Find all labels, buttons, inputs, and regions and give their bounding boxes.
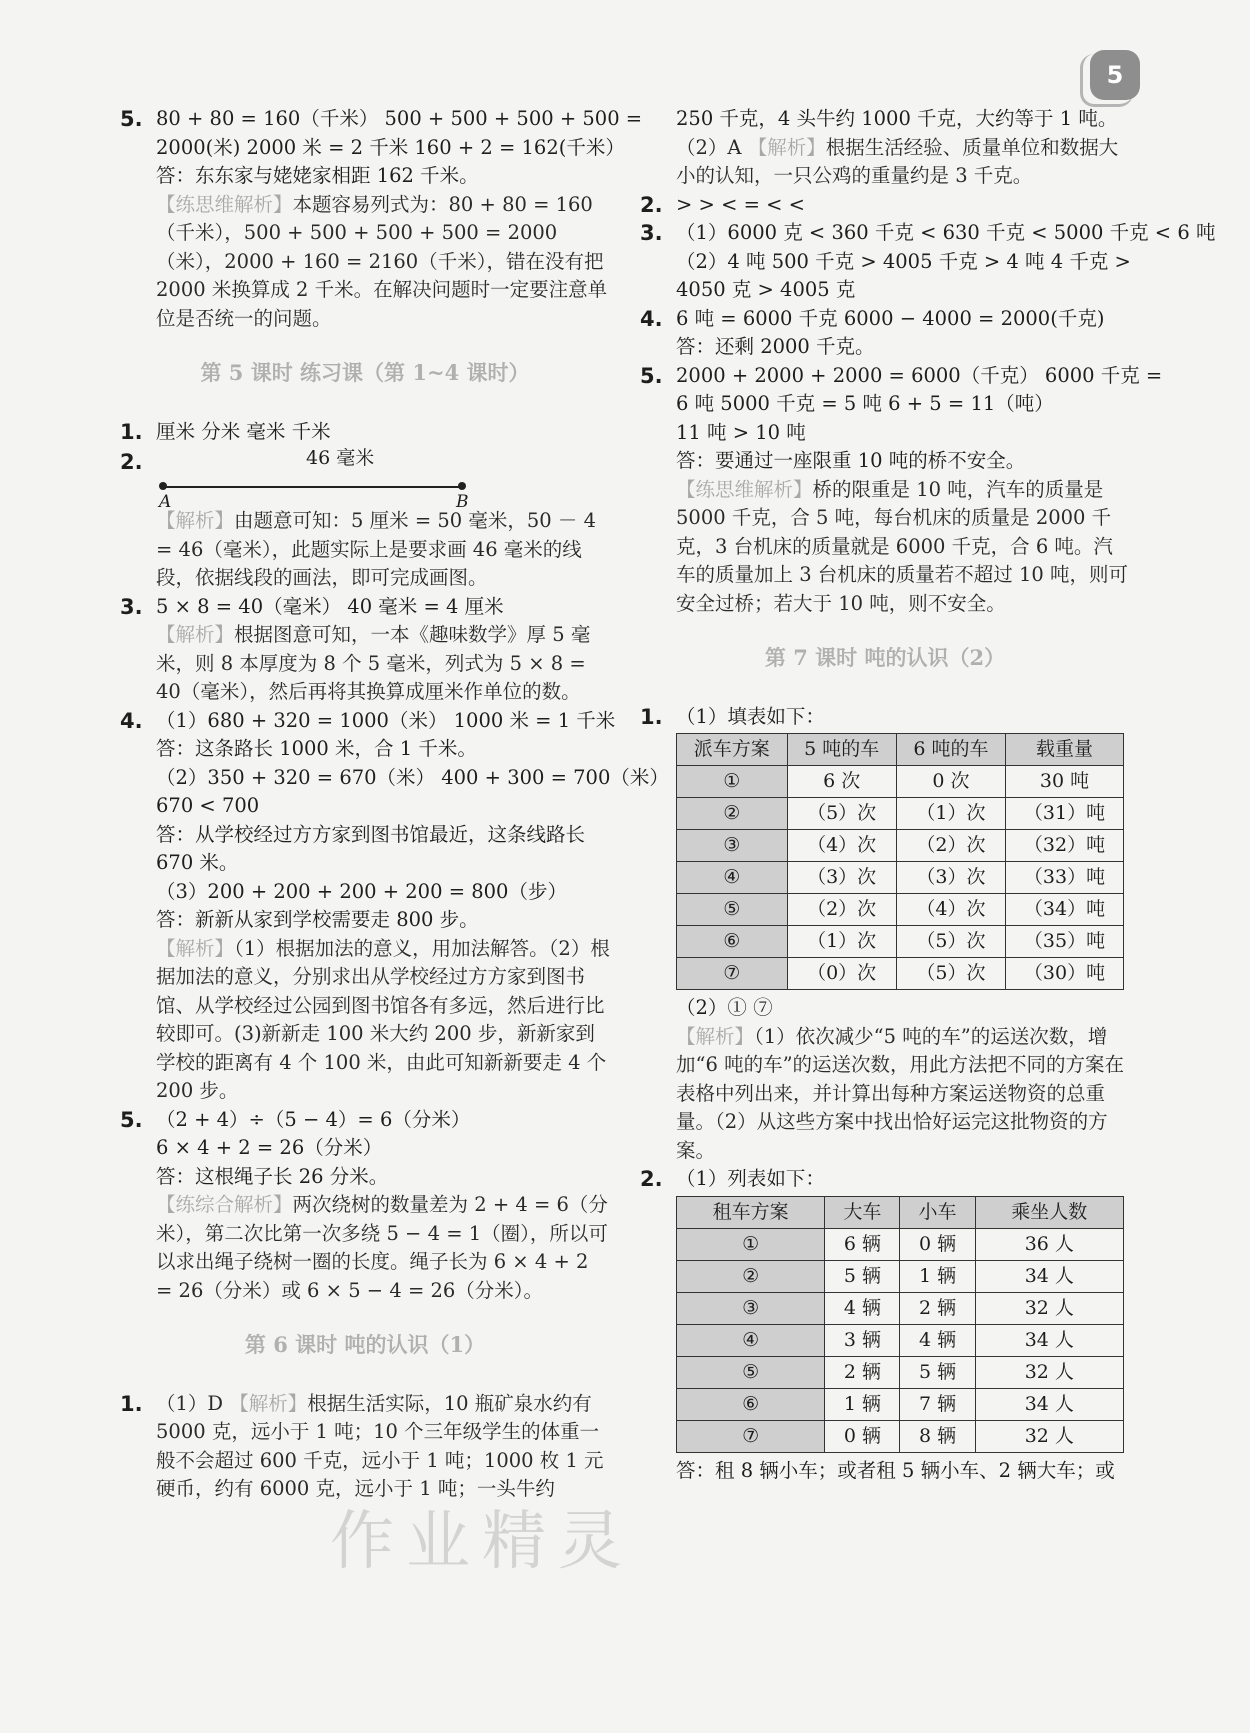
answer-line: 2000 + 2000 + 2000 = 6000（千克） 6000 千克 = bbox=[676, 363, 1163, 387]
question-4-routes bbox=[120, 707, 669, 1106]
table-row bbox=[677, 830, 1124, 862]
analysis-tag: 【解析】 bbox=[156, 623, 235, 646]
point-a-label: A bbox=[159, 492, 172, 512]
table-cell: （35）吨 bbox=[1006, 926, 1124, 958]
analysis-tag: 【练综合解析】 bbox=[156, 1193, 293, 1216]
question-number: 5. bbox=[120, 1107, 143, 1132]
table-header-cell: 租车方案 bbox=[677, 1196, 825, 1228]
analysis-block bbox=[676, 1023, 1130, 1166]
answer-line: > > < = < < bbox=[676, 192, 806, 216]
table-row bbox=[677, 958, 1124, 990]
table-cell: 1 辆 bbox=[900, 1260, 975, 1292]
question-number: 4. bbox=[640, 306, 663, 331]
analysis-block bbox=[156, 191, 610, 334]
analysis-text: （1）依次减少“5 吨的车”的运送次数，增加“6 吨的车”的运送次数，用此方法把不同的方案在表格中列出来，并计算出每种方案运送物资的总重量。（2）从这些方案中找出恰好运完这批物资的方案。 bbox=[676, 1024, 1125, 1162]
page-number-badge: 5 bbox=[1090, 50, 1140, 100]
analysis-tag: 【练思维解析】 bbox=[156, 192, 293, 216]
table-row bbox=[677, 1292, 1124, 1324]
analysis-block bbox=[156, 1191, 610, 1305]
table-cell: （3）次 bbox=[787, 862, 896, 894]
table-cell: （32）吨 bbox=[1006, 830, 1124, 862]
analysis-tag: 【解析】 bbox=[747, 135, 826, 159]
table-cell: 0 次 bbox=[896, 766, 1005, 798]
analysis-tag: 【解析】 bbox=[156, 509, 235, 532]
question-2-segment bbox=[120, 448, 610, 593]
table-row bbox=[677, 862, 1124, 894]
table-row bbox=[677, 766, 1124, 798]
table-row bbox=[677, 1356, 1124, 1388]
table-cell: 2 辆 bbox=[900, 1292, 975, 1324]
table-header-row bbox=[677, 1196, 1124, 1228]
answer-line: 4050 克 > 4005 克 bbox=[676, 278, 856, 301]
truck-plan-table bbox=[676, 733, 1124, 990]
table-cell: 3 辆 bbox=[825, 1324, 900, 1356]
table-cell: 36 人 bbox=[975, 1228, 1123, 1260]
table-cell: （5）次 bbox=[896, 958, 1005, 990]
point-b-label: B bbox=[456, 492, 469, 512]
question-1-part2 bbox=[640, 994, 1130, 1165]
answer-line: （1）680 + 320 = 1000（米） 1000 米 = 1 千米 bbox=[156, 708, 616, 732]
question-number: 4. bbox=[120, 708, 143, 733]
analysis-tag: 【解析】 bbox=[156, 936, 235, 960]
table-row bbox=[677, 926, 1124, 958]
question-5-rope bbox=[120, 1106, 610, 1306]
table-header-cell: 派车方案 bbox=[677, 734, 788, 766]
question-1-units bbox=[120, 418, 610, 447]
table-cell: ① bbox=[677, 1228, 825, 1260]
question-2-rental-plans bbox=[640, 1165, 1130, 1194]
table-cell: ⑥ bbox=[677, 926, 788, 958]
table-cell: ④ bbox=[677, 862, 788, 894]
question-3-thickness bbox=[120, 593, 610, 707]
answer-line: 5 × 8 = 40（毫米） 40 毫米 = 4 厘米 bbox=[156, 594, 504, 618]
analysis-block bbox=[156, 621, 610, 707]
question-3-order bbox=[640, 219, 1216, 305]
table-cell: 32 人 bbox=[975, 1292, 1123, 1324]
analysis-text: 两次绕树的数量差为 2 + 4 = 6（分米），第二次比第一次多绕 5 − 4 = 1（圈），所以可以求出绳子绕树一圈的长度。绳子长为 6 × 4 + 2 = 26（分米）或 6 × 5 − 4 = 26（分米）。 bbox=[156, 1193, 608, 1302]
analysis-block bbox=[156, 1390, 610, 1504]
table-cell: ① bbox=[677, 766, 788, 798]
table-header-cell: 6 吨的车 bbox=[896, 734, 1005, 766]
table-cell: ⑤ bbox=[677, 1356, 825, 1388]
analysis-text: 由题意可知：5 厘米 = 50 毫米，50 － 4 = 46（毫米），此题实际上是要求画 46 毫米的线段，依据线段的画法，即可完成画图。 bbox=[156, 509, 596, 589]
table-cell: 4 辆 bbox=[825, 1292, 900, 1324]
table-cell: （5）次 bbox=[896, 926, 1005, 958]
answer-line: 答：要通过一座限重 10 吨的桥不安全。 bbox=[676, 449, 1026, 472]
table-cell: ③ bbox=[677, 1292, 825, 1324]
question-number: 2. bbox=[640, 1167, 663, 1191]
table-cell: ② bbox=[677, 798, 788, 830]
question-number: 2. bbox=[640, 192, 663, 217]
table-cell: ③ bbox=[677, 830, 788, 862]
table-header-row bbox=[677, 734, 1124, 766]
table-row bbox=[677, 1324, 1124, 1356]
table-intro: （1）列表如下： bbox=[676, 1167, 825, 1190]
analysis-text: 根据生活经验、质量单位和数据大小的认知，一只公鸡的重量约是 3 千克。 bbox=[676, 135, 1119, 187]
table-cell: （2）次 bbox=[896, 830, 1005, 862]
analysis-tag: 【练思维解析】 bbox=[676, 477, 813, 501]
analysis-text: 根据图意可知，一本《趣味数学》厚 5 毫米，则 8 本厚度为 8 个 5 毫米，列式为 5 × 8 = 40（毫米），然后再将其换算成厘米作单位的数。 bbox=[156, 623, 591, 703]
answer-line: 厘米 分米 毫米 千米 bbox=[156, 419, 331, 443]
question-number: 1. bbox=[120, 1391, 143, 1416]
answer-line: 6 × 4 + 2 = 26（分米） bbox=[156, 1136, 383, 1159]
table-intro: （1）填表如下： bbox=[676, 704, 825, 728]
question-number: 1. bbox=[640, 704, 663, 729]
table-header-cell: 5 吨的车 bbox=[787, 734, 896, 766]
table-cell: ⑥ bbox=[677, 1388, 825, 1420]
answer-line: 670 < 700 bbox=[156, 794, 260, 817]
table-cell: （31）吨 bbox=[1006, 798, 1124, 830]
table-cell: （33）吨 bbox=[1006, 862, 1124, 894]
table-cell: 6 次 bbox=[787, 766, 896, 798]
table-header-cell: 载重量 bbox=[1006, 734, 1124, 766]
table-header-cell: 小车 bbox=[900, 1196, 975, 1228]
table-cell: 0 辆 bbox=[825, 1420, 900, 1452]
analysis-block bbox=[156, 507, 610, 593]
question-number: 3. bbox=[640, 221, 663, 245]
analysis-block bbox=[676, 134, 1130, 191]
analysis-text: 桥的限重是 10 吨，汽车的质量是 5000 千克，合 5 吨，每台机床的质量是 2000 千克，3 台机床的质量就是 6000 千克，合 6 吨。汽车的质量加上 3 台机床的质量若不超过 10 吨，则可安全过桥；若大于 10 吨，则不安全。 bbox=[676, 477, 1129, 615]
table-cell: （2）次 bbox=[787, 894, 896, 926]
table-cell: 1 辆 bbox=[825, 1388, 900, 1420]
question-number: 3. bbox=[120, 594, 143, 619]
table-cell: 34 人 bbox=[975, 1260, 1123, 1292]
question-2-compare bbox=[640, 191, 1130, 220]
question-1-continued bbox=[640, 105, 1130, 191]
table-cell: （5）次 bbox=[787, 798, 896, 830]
watermark-text: 作业精灵 bbox=[330, 1505, 634, 1579]
table-cell: （0）次 bbox=[787, 958, 896, 990]
table-row bbox=[677, 1388, 1124, 1420]
answer-line: 6 吨 = 6000 千克 6000 − 4000 = 2000(千克) bbox=[676, 306, 1105, 330]
table-header-cell: 乘坐人数 bbox=[975, 1196, 1123, 1228]
table-row bbox=[677, 1260, 1124, 1292]
question-1-ton bbox=[120, 1390, 610, 1504]
analysis-text: 根据生活实际，10 瓶矿泉水约有 5000 克，远小于 1 吨；10 个三年级学生的体重一般不会超过 600 千克，远小于 1 吨；1000 枚 1 元硬币，约有 6000 克，远小于 1 吨；一头牛约 bbox=[156, 1391, 604, 1500]
table-cell: 32 人 bbox=[975, 1420, 1123, 1452]
table-cell: （4）次 bbox=[787, 830, 896, 862]
question-number: 1. bbox=[120, 419, 143, 444]
table-cell: 5 辆 bbox=[825, 1260, 900, 1292]
analysis-block bbox=[676, 476, 1130, 619]
analysis-tag: 【解析】 bbox=[676, 1024, 755, 1048]
table-cell: 8 辆 bbox=[900, 1420, 975, 1452]
table-cell: ② bbox=[677, 1260, 825, 1292]
table-cell: 6 辆 bbox=[825, 1228, 900, 1260]
answer-line: 答：新新从家到学校需要走 800 步。 bbox=[156, 908, 479, 931]
table-cell: ⑤ bbox=[677, 894, 788, 926]
answer-prefix: （1）D bbox=[156, 1391, 224, 1415]
answer-line: （2）350 + 320 = 670（米） 400 + 300 = 700（米） bbox=[156, 765, 669, 789]
table-cell: 34 人 bbox=[975, 1324, 1123, 1356]
table-cell: （30）吨 bbox=[1006, 958, 1124, 990]
answer-line: 80 + 80 = 160（千米） 500 + 500 + 500 + 500 = bbox=[156, 107, 643, 130]
answer-prefix: （2）A bbox=[676, 135, 742, 159]
line-segment bbox=[162, 486, 462, 488]
table-cell: 4 辆 bbox=[900, 1324, 975, 1356]
table-cell: ⑦ bbox=[677, 958, 788, 990]
table-cell: 5 辆 bbox=[900, 1356, 975, 1388]
answer-line: 11 吨 > 10 吨 bbox=[676, 420, 806, 444]
right-column bbox=[640, 105, 1216, 1485]
table-cell: ⑦ bbox=[677, 1420, 825, 1452]
table-cell: 0 辆 bbox=[900, 1228, 975, 1260]
segment-length-label: 46 毫米 bbox=[306, 447, 375, 469]
table-row bbox=[677, 798, 1124, 830]
answer-line: 答：从学校经过方方家到图书馆最近，这条线路长 670 米。 bbox=[156, 822, 586, 874]
table-cell: ④ bbox=[677, 1324, 825, 1356]
table-cell: （34）吨 bbox=[1006, 894, 1124, 926]
question-number: 5. bbox=[120, 107, 143, 131]
answer-line: （2）① ⑦ bbox=[676, 996, 773, 1019]
table-cell: 32 人 bbox=[975, 1356, 1123, 1388]
analysis-text: 本题容易列式为：80 + 80 = 160（千米），500 + 500 + 500 + 500 = 2000（米），2000 + 160 = 2160（千米），错在没有把 2000 米换算成 2 千米。在解决问题时一定要注意单位是否统一的问题。 bbox=[156, 192, 608, 330]
analysis-text: （1）根据加法的意义，用加法解答。（2）根据加法的意义，分别求出从学校经过方方家到图书馆、从学校经过公园到图书馆各有多远，然后进行比较即可。(3)新新走 100 米大约 200 步，新新家到学校的距离有 4 个 100 米，由此可知新新要走 4 个 200 步。 bbox=[156, 936, 610, 1102]
answer-line: 答：这根绳子长 26 分米。 bbox=[156, 1164, 389, 1188]
answer-line: 答：还剩 2000 千克。 bbox=[676, 335, 875, 358]
table-row bbox=[677, 1228, 1124, 1260]
table-cell: 34 人 bbox=[975, 1388, 1123, 1420]
table-header-cell: 大车 bbox=[825, 1196, 900, 1228]
table-cell: （3）次 bbox=[896, 862, 1005, 894]
question-number: 2. bbox=[120, 450, 143, 474]
table-cell: （1）次 bbox=[787, 926, 896, 958]
answer-line: 答：东东家与姥姥家相距 162 千米。 bbox=[156, 164, 479, 187]
question-5-distance bbox=[120, 105, 643, 333]
table-row bbox=[677, 1420, 1124, 1452]
answer-line: （3）200 + 200 + 200 + 200 = 800（步） bbox=[156, 879, 567, 903]
section-title-lesson-6: 第 6 课时 吨的认识（1） bbox=[244, 1332, 486, 1357]
answer-line: （1）6000 克 < 360 千克 < 630 千克 < 5000 千克 < 6 吨 bbox=[676, 221, 1216, 244]
table-cell: 7 辆 bbox=[900, 1388, 975, 1420]
left-column bbox=[120, 105, 669, 1504]
analysis-tag: 【解析】 bbox=[229, 1391, 308, 1415]
analysis-block bbox=[156, 935, 610, 1106]
answer-line: （2）4 吨 500 千克 > 4005 千克 > 4 吨 4 千克 > bbox=[676, 249, 1131, 273]
answer-line: 2000(米) 2000 米 = 2 千米 160 + 2 = 162(千米） bbox=[156, 135, 625, 159]
question-2-answer bbox=[640, 1457, 1130, 1486]
answer-line: 答：租 8 辆小车；或者租 5 辆小车、2 辆大车；或 bbox=[676, 1458, 1115, 1482]
question-number: 5. bbox=[640, 363, 663, 388]
table-cell: （4）次 bbox=[896, 894, 1005, 926]
table-cell: 2 辆 bbox=[825, 1356, 900, 1388]
table-row bbox=[677, 894, 1124, 926]
question-4-remaining bbox=[640, 305, 1130, 362]
section-title-lesson-5: 第 5 课时 练习课（第 1~4 课时） bbox=[200, 360, 530, 385]
answer-line: 250 千克，4 头牛约 1000 千克，大约等于 1 吨。 bbox=[676, 107, 1118, 130]
rental-plan-table bbox=[676, 1196, 1124, 1453]
section-title-lesson-7: 第 7 课时 吨的认识（2） bbox=[764, 645, 1006, 670]
answer-line: 答：这条路长 1000 米，合 1 千米。 bbox=[156, 737, 477, 760]
question-5-bridge bbox=[640, 362, 1163, 619]
answer-line: 6 吨 5000 千克 = 5 吨 6 + 5 = 11（吨） bbox=[676, 392, 1054, 415]
table-cell: （1）次 bbox=[896, 798, 1005, 830]
question-1-truck-plans bbox=[640, 703, 1130, 732]
answer-line: （2 + 4）÷（5 − 4）= 6（分米） bbox=[156, 1107, 471, 1131]
table-cell: 30 吨 bbox=[1006, 766, 1124, 798]
line-segment-figure bbox=[156, 447, 610, 512]
